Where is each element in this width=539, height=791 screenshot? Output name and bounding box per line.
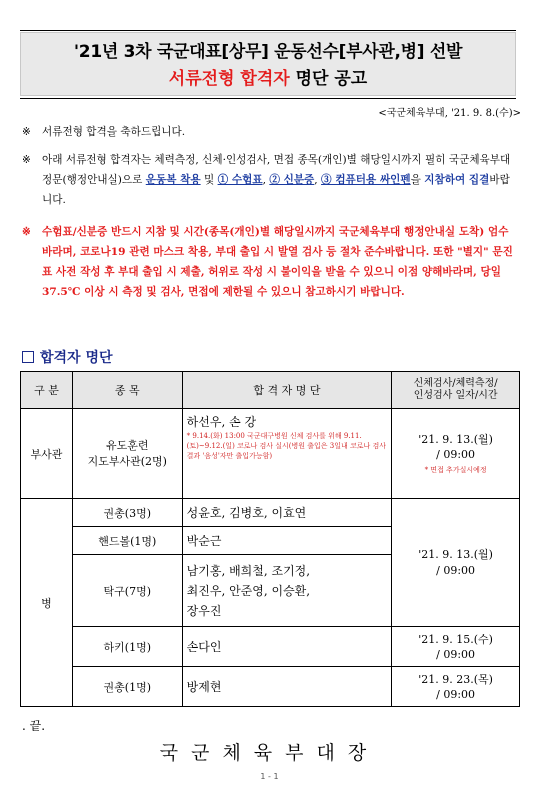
header-category: 구 분 bbox=[21, 372, 73, 409]
end-mark: . 끝. bbox=[22, 719, 46, 733]
notice-3 bbox=[22, 222, 518, 302]
officer-note: * 9.14.(화) 13:00 국군대구병원 신체 검사를 위해 9.11.(토)~9.12.(일) 코로나 검사 실시(병원 출입은 3일내 코로나 검사결과 '음성'자만 출입가능함) bbox=[186, 432, 387, 460]
gather-emphasis: 지참하여 집결 bbox=[424, 174, 490, 186]
names-cell bbox=[182, 409, 392, 499]
group-soldier: 병 bbox=[21, 499, 73, 707]
names-text: 하선우, 손 강 bbox=[186, 415, 257, 429]
section-title bbox=[22, 347, 113, 367]
names-cell: 남기홍, 배희철, 조기정, 최진우, 안준영, 이승환, 장우진 bbox=[182, 555, 392, 627]
section-title-text: 합격자 명단 bbox=[40, 350, 113, 366]
group-officer: 부사관 bbox=[21, 409, 73, 499]
dateline: <국군체육부대, '21. 9. 8.(수)> bbox=[378, 108, 521, 119]
notice-2-text: , bbox=[314, 174, 322, 186]
notice-3-text: 수험표/신분증 반드시 지참 및 시간(종목(개인)별 해당일시까지 국군체육부대 행정안내실 도착) 엄수 바라며, 코로나19 관련 마스크 착용, 부대 출입 시 발열 검사 등 절차 준수바랍니다. 또한 "별지" 문진표 사전 작성 후 부대 출입 시 제출, 허위로 작성 시 불이익을 받을 수 있으니 이점 양해바라며, 당일 37.5℃ 이상 시 측정 및 검사, 면접에 제한될 수 있으니 참고하시기 바랍니다. bbox=[42, 226, 513, 298]
names-cell: 성윤호, 김병호, 이효연 bbox=[182, 499, 392, 527]
date-cell: '21. 9. 23.(목) / 09:00 bbox=[392, 667, 520, 707]
note-marker: ※ bbox=[22, 154, 31, 166]
notice-2-body bbox=[22, 150, 518, 210]
notice-2-text: , bbox=[262, 174, 270, 186]
date-cell bbox=[392, 409, 520, 499]
date-text: '21. 9. 13.(월) / 09:00 bbox=[418, 433, 493, 461]
signature: 국군체육부대장 bbox=[159, 742, 380, 764]
notice-1 bbox=[22, 122, 518, 142]
notice-2-text: 아래 서류전형 합격자는 체력측정, 신체·인성검사, 면접 종목(개인)별 해당일시까지 필히 국군체육부대 정문(행정안내실)으로 bbox=[42, 154, 511, 186]
notice-2-text: 바랍니다. bbox=[42, 174, 510, 206]
pen-link: ③ 컴퓨터용 싸인펜 bbox=[321, 174, 411, 186]
date-cell: '21. 9. 15.(수) / 09:00 bbox=[392, 627, 520, 667]
header-names: 합 격 자 명 단 bbox=[182, 372, 392, 409]
title-line1: '21년 3차 국군대표[상무] 운동선수[부사관,병] 선발 bbox=[73, 42, 463, 62]
event-cell: 핸드볼(1명) bbox=[72, 527, 182, 555]
event-cell: 권총(3명) bbox=[72, 499, 182, 527]
event-cell: 유도훈련 지도부사관(2명) bbox=[72, 409, 182, 499]
notice-2-text: 및 bbox=[200, 174, 218, 186]
date-cell: '21. 9. 13.(월) / 09:00 bbox=[392, 499, 520, 627]
event-cell: 권총(1명) bbox=[72, 667, 182, 707]
title-highlight: 서류전형 합격자 bbox=[168, 69, 290, 89]
id-card-link: ② 신분증 bbox=[269, 174, 315, 186]
date-note: * 면접 추가실시예정 bbox=[424, 466, 487, 474]
note-marker: ※ bbox=[22, 126, 31, 138]
header-schedule: 신체검사/체력측정/ 인성검사 일자/시간 bbox=[392, 372, 520, 409]
notice-1-text: 서류전형 합격을 축하드립니다. bbox=[42, 126, 186, 138]
names-cell: 박순근 bbox=[182, 527, 392, 555]
names-cell: 방제현 bbox=[182, 667, 392, 707]
title-suffix: 명단 공고 bbox=[289, 69, 368, 89]
title-line2 bbox=[20, 64, 516, 89]
notice-2-text: 을 bbox=[410, 174, 425, 186]
exam-ticket-link: ① 수험표 bbox=[217, 174, 263, 186]
event-cell: 하키(1명) bbox=[72, 627, 182, 667]
result-table bbox=[20, 371, 520, 707]
bottom-rule bbox=[20, 98, 516, 99]
sportswear-link: 운동복 착용 bbox=[145, 174, 201, 186]
notice-2 bbox=[22, 150, 518, 210]
event-cell: 탁구(7명) bbox=[72, 555, 182, 627]
page-number: 1 - 1 bbox=[260, 772, 279, 781]
names-cell: 손다인 bbox=[182, 627, 392, 667]
top-rule bbox=[20, 30, 516, 31]
note-marker: ※ bbox=[22, 226, 31, 238]
header-event: 종 목 bbox=[72, 372, 182, 409]
square-bullet-icon bbox=[22, 351, 34, 363]
